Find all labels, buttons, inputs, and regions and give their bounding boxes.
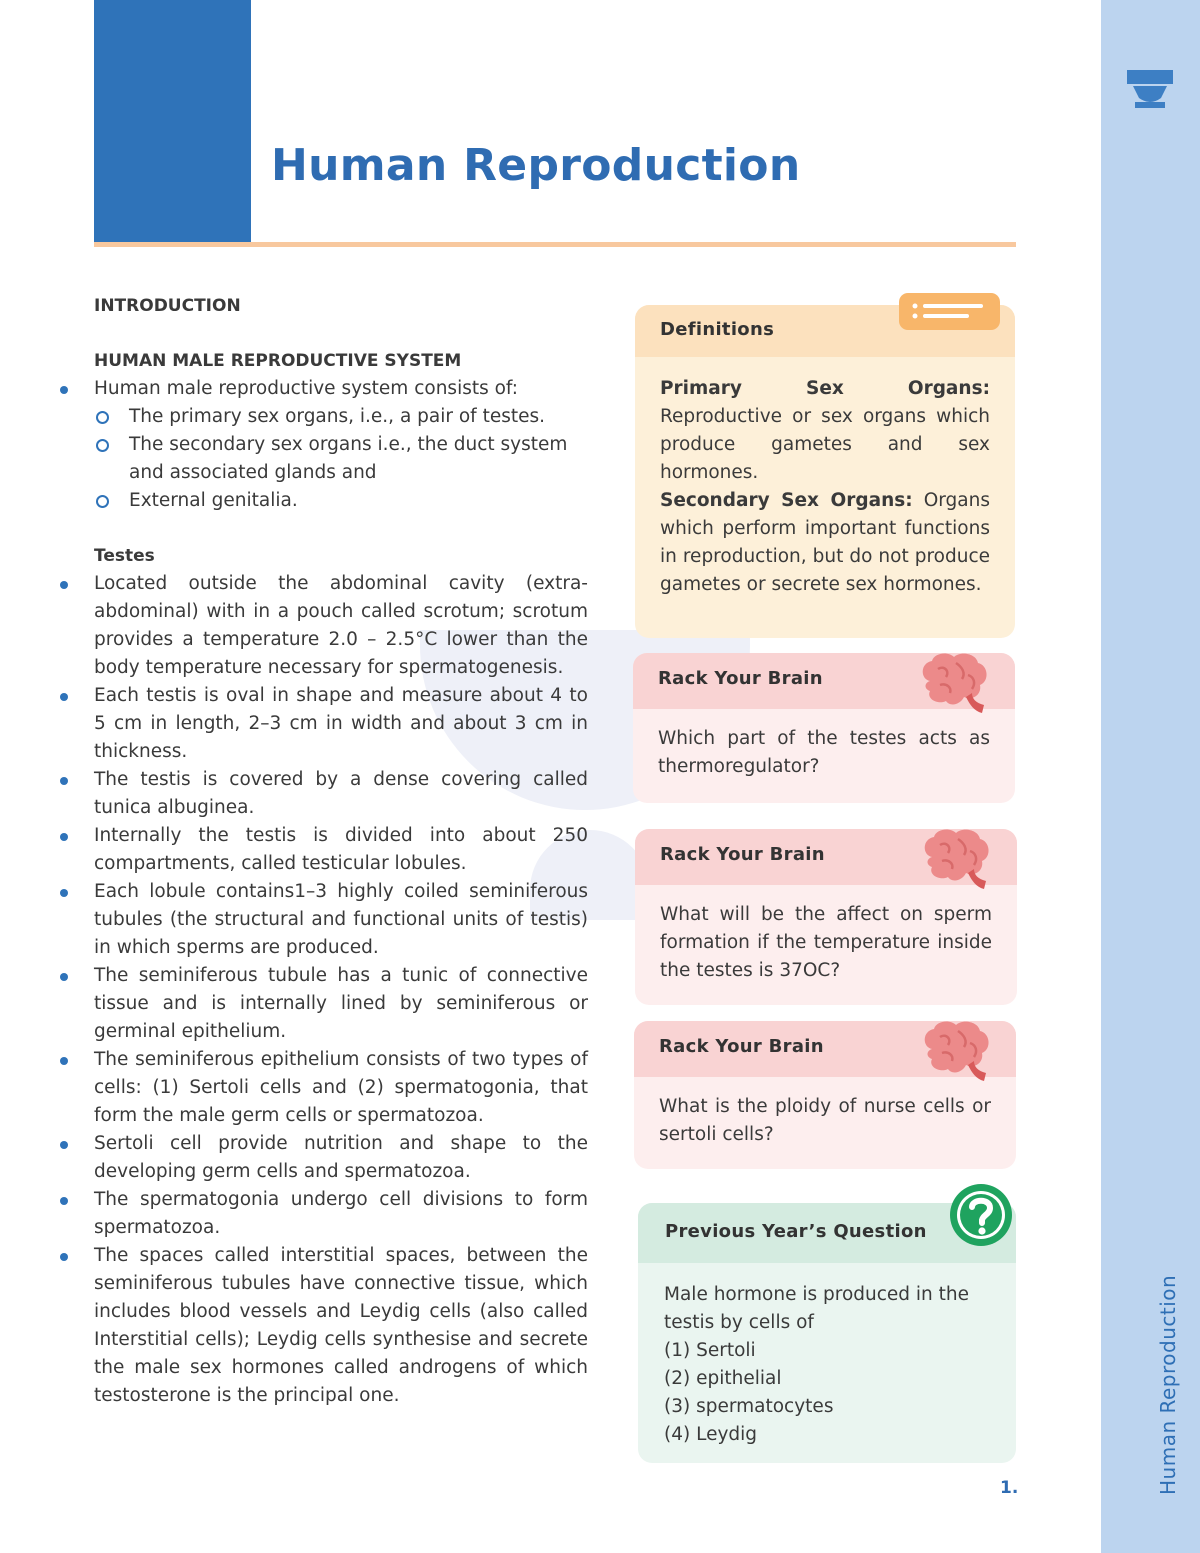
list-item: Located outside the abdominal cavity (extra-abdominal) with in a pouch called scrotum; scrotum provides a temperature 2.0 – 2.5°C lower than the body temperature necessary for spermatogenesis. [94,570,588,682]
question-mark-icon [949,1183,1013,1247]
male-system-sublist [94,403,588,515]
list-item: The primary sex organs, i.e., a pair of testes. [94,403,588,431]
bullet-icon [60,693,68,701]
definition-term: Primary Sex Organs: [660,378,990,399]
card-question: Which part of the testes acts as thermoregulator? [658,728,990,777]
definitions-heading: Definitions [635,305,1015,357]
answer-option: (2) epithelial [664,1368,782,1389]
card-heading: Previous Year’s Question [638,1203,1016,1263]
bullet-icon [60,581,68,589]
title-block [94,0,251,243]
answer-option: (3) spermatocytes [664,1396,834,1417]
card-heading: Rack Your Brain [633,653,1015,709]
bullet-icon [60,889,68,897]
side-title: Human Reproduction [1156,1274,1180,1495]
list-item: The spaces called interstitial spaces, between the seminiferous tubules have connective tissue, which includes blood vessels and Leydig cells (also called Interstitial cells); Leydig cells synthesise and secrete the male sex hormones called androgens of which testosterone is the principal one. [94,1242,588,1410]
card-question: What is the ploidy of nurse cells or sertoli cells? [659,1096,991,1145]
list-item: The testis is covered by a dense covering called tunica albuginea. [94,766,588,822]
list-item: The seminiferous tubule has a tunic of connective tissue and is internally lined by seminiferous or germinal epithelium. [94,962,588,1046]
bullet-icon [60,833,68,841]
circle-bullet-icon [96,411,109,424]
bullet-icon [60,1197,68,1205]
bullet-icon [60,777,68,785]
list-item: Human male reproductive system consists of: [94,375,588,403]
list-item: The secondary sex organs i.e., the duct system and associated glands and [94,431,588,487]
list-item: Each lobule contains1–3 highly coiled seminiferous tubules (the structural and functional units of testis) in which sperms are produced. [94,878,588,962]
card-heading: Rack Your Brain [634,1021,1016,1077]
bullet-icon [60,386,68,394]
card-question: What will be the affect on sperm formation if the temperature inside the testes is 37OC? [660,904,992,981]
page-title: Human Reproduction [271,140,801,191]
brain-icon [918,827,992,891]
list-item: The seminiferous epithelium consists of two types of cells: (1) Sertoli cells and (2) spermatogonia, that form the male germ cells or spermatozoa. [94,1046,588,1130]
list-item: The spermatogonia undergo cell divisions to form spermatozoa. [94,1186,588,1242]
male-system-heading: HUMAN MALE REPRODUCTIVE SYSTEM [94,351,462,371]
definition-text: Reproductive or sex organs which produce gametes and sex hormones. [660,406,990,483]
list-icon [899,293,1000,330]
answer-option: (4) Leydig [664,1424,758,1445]
card-question [638,1263,1016,1459]
answer-option: (1) Sertoli [664,1340,756,1361]
question-text: Male hormone is produced in the testis by cells of [664,1284,970,1333]
main-content [94,292,588,1410]
list-item: External genitalia. [94,487,588,515]
definition-term: Secondary Sex Organs: [660,490,913,511]
side-strip [1101,0,1200,1553]
bullet-icon [60,1253,68,1261]
card-heading: Rack Your Brain [635,829,1017,885]
list-item: Each testis is oval in shape and measure about 4 to 5 cm in length, 2–3 cm in width and about 3 cm in thickness. [94,682,588,766]
list-item: Internally the testis is divided into about 250 compartments, called testicular lobules. [94,822,588,878]
brand-logo-icon [1127,70,1173,108]
list-item: Sertoli cell provide nutrition and shape to the developing germ cells and spermatozoa. [94,1130,588,1186]
testes-heading: Testes [94,546,155,566]
page-number: 1. [1000,1478,1019,1498]
bullet-icon [60,973,68,981]
definition-text: Organs which perform important functions in reproduction, but do not produce gametes or secrete sex hormones. [660,490,990,595]
brain-icon [918,1019,992,1083]
bullet-icon [60,1141,68,1149]
bullet-icon [60,1057,68,1065]
male-system-list [94,375,588,403]
testes-list [94,570,588,1410]
definitions-body [635,357,1015,609]
definitions-card [635,305,1015,638]
brain-icon [916,651,990,715]
title-divider [94,242,1016,247]
introduction-heading: INTRODUCTION [94,296,241,316]
circle-bullet-icon [96,495,109,508]
circle-bullet-icon [96,439,109,452]
